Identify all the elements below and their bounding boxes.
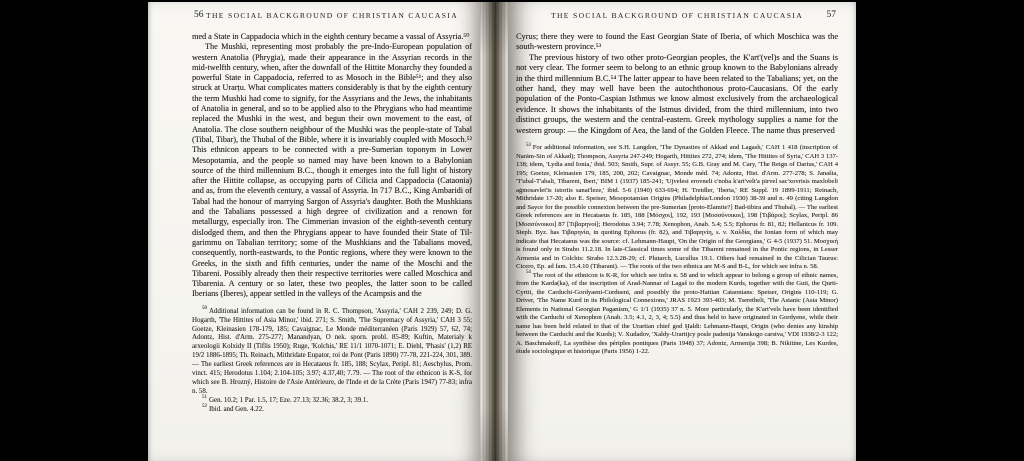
page-56 [148,2,480,461]
footnote-50-marker: 50 [202,306,207,312]
binding-gutter-shadow [480,2,508,461]
footnote-52-marker: 52 [202,404,207,410]
footnote-53-text: For additional information, see S.H. Langdon, 'The Dynasties of Akkad and Lagash,' CAH 1 418 (inscription of Narām-Sin of Akkad); Thompson, Assyria 247-249; Hogarth, Hittites 272, 274; idem, 'The Hittites of Syria,' CAH 3 137-138; idem, 'Lydia and Ionia,' ibid. 503; Smith, Supr. of Assyr. 55; G.B. Gray and M. Cary, 'The Reign of Darius,' CAH 4 195; Goetze, Kleinasien 179, 185, 200, 202; Cavaignac, Monde méd. 74; Adontz, Hist. d'Arm. 277-278; S. Janašia, 'T'ubal-T'abali, Tibareni, Iberi,' BIM 1 (1937) 185-241; 'Ujvelesi erovneli c'noba k'art'velt'a pirvel sac'xovrisis maxlobeli aġmosavlet'is istoriis sanat'leze,' ibid. 5-6 (1940) 633-694; H. Treidler, 'Iberia,' RE Suppl. 19 1899-1911; Reinach, Mithridate 17-20; also E. Speiser, Mesopotamian Origins (Philadelphia/London 1930) 38-39 and n. 49 (citing Langdon and Sayce for the possible connexion between the pre-Sumerian [proto-Elamite?] Bad-tibira and Thubal). — The earliest Greek references are in Hecataeus fr. 185, 188 [Μόσχοι], 192, 193 [Μοσσύνοικοι], 198 [Τιβάροι]; Scylax, Peripl. 86 [Μοσσύνοικοι] 87 [Τιβαρηνοί]; Herodotus 3.94; 7.78; Xenophon, Anab. 5.4; 5.5; Ephorus fr. 81, 82; Hellanicus fr. 109. Steph. Byz. has Τιβαρηνία, in quoting Ephorus (fr. 82), and Τιβαρηνίη, s. v. Χαλδία, the Ionian form of which may indicate that Hecataeus was the source: cf. Lehmann-Haupt, 'On the Origin of the Georgians,' G 4-5 (1937) 51. Μοσχική is found only in Strabo 11.2.18. In late-Classical times some of the Tibareni remained in the Pontic regions, in Lesser Armenia and in Colchis: Strabo 12.3.28-29; cf. Plutarch, Lucullus 19.1. Others had remained in the Cilician Taurus: Cicero, Ep. ad fam. 15.4.10 (Tibarani). — The roots of the two ethnica are M-S and B-L, for which see infra n. 58. [516,144,838,271]
footnote-54-marker: 54 [526,270,531,276]
page-57-footnotes [516,144,838,357]
paragraph-continuation: med a State in Cappadocia which in the eighth century became a vassal of Assyria.⁵⁰ [192,32,470,41]
page-number-56: 56 [194,10,204,20]
footnote-50-text: Additional information can be found in R. C. Thompson, 'Assyria,' CAH 2 239, 249; D. G. Hogarth, 'The Hittites of Asia Minor,' ibid. 271; S. Smith, 'The Supremacy of Assyria,' CAH 3 55; Goetze, Kleinasien 178-179, 185; Cavaignac, Le Monde méditerranéen (Paris 1929) 57, 62, 74; Adontz, Hist. d'Arm. 275-277; Manandyan, O nek. sporn. probl. 85-89; Kuftin, Materialy k arxeologii Kolxidy II (Tiflis 1950); Ruge, 'Kolchis,' RE 11/1 1070-1071; E. Diehl, 'Phasis' (1,2) RE 19/2 1886-1895; Th. Reinach, Mithridate Eupator, roi de Pont (Paris 1890) 77-78, 221-224, 301, 389. — The earliest Greek references are in Hecataeus fr. 185, 188; Scylax, Peripl. 81; Aeschylus, Prom. vinct. 415; Herodotus 1.104; 2.104-105; 3.97; 4.37,40; 7.79. — The root of the ethnicon is K-S, for which see B. Hrozný, Histoire de l'Asie Antérieure, de l'Inde et de la Crète (Paris 1947) 77-83; infra n. 58. [192,307,472,395]
footnote-52-text: Ibid. and Gen. 4.22. [208,405,264,413]
page-number-57: 57 [826,10,836,20]
page-spread [148,2,856,461]
running-header-left: THE SOCIAL BACKGROUND OF CHRISTIAN CAUCASIA [205,11,459,20]
paragraph-mushki: The Mushki, representing most probably the pre-Indo-European population of western Anatolia (Phrygia), made their appearance in the Assyrian records in the mid-twelfth century, when, after the downfall of the Hittite Monarchy they founded a powerful State in Cappadocia, referred to as Mosoch in the Bible⁵¹; and they also struck at Urarṭu. What complicates matters considerably is that by the eighth century the term Mushki had come to signify, for the Assyrians and the Jews, the inhabitants of Anatolia in general, and so to be applied also to the Phrygians who had meantime replaced the Mushki in the west, and begun their own movement to the east, of Anatolia. The close southern neighbour of the Mushki was the people-state of Tabal (Tibal, Tibar), the Thubal of the Bible, where it is invariably coupled with Mosoch.⁵² This ethnicon appears to be connected with a pre-Sumerian toponym in Lower Mesopotamia, and the people so named may have been known to a Babylonian source of the third millennium B.C., though it emerges into the full light of history after the Hittite collapse, as occupying parts of Cilicia and Cappadocia (Cataonia) and as, from the eleventh century, a vassal of Assyria. In 717 B.C., King Ambaridi of Tabal had the honour of marrying Sargon of Assyria's daughter. Both the Mushkians and the Tabalians possessed a high degree of civilization and a renown for metallurgy, especially iron. The Cimmerian invasion of the eighth-seventh century dislodged them, and then the Phrygians appear to have founded their State of Til-garimmu on Tabalian territory; some of the Mushkians and the Tabalians moved, consequently, north-eastwards, to the Pontic regions, where they were known to the Greeks, in the sixth and fifth centuries, under the name of the Moschi and the Tibareni. Possibly already then their respective territories were called Moschica and Tibarenia. A century or so later, these two peoples, the latter soon to be called Iberians (Iberes), appear settled in the valleys of the Acampsis and the [192,42,472,299]
page-56-footnotes [192,308,472,415]
footnote-54-text: The root of the ethnicon is K-R, for which see infra n. 58 and to which appear to belong a group of ethnic names, from the Karda(ka), of the inscription of Arad-Nannar of Lagaš to the modern Kurds, together with the Guti, the Qurti-Cyrtii, the Carduchi-Gordyaeni-Cordueni, and possibly the proto-Hattian Cataonians: Speiser, Origins 110-119; G. Driver, 'The Name Kurd in its Philological Connexions,' JRAS 1923 393-403; M. Tseretheli, 'The Asianic (Asia Minor) Elements in National Georgian Paganism,' G 1/1 (1935) 37 n. 5. More particularly, the K'art'vels have been identified with the Carduchi of Xenophon (Anab. 3.5; 4.1, 2, 3, 4; 5.5) and thus held to have originated in Gordyene, while their name has been held related to that of the Urartian chief god Ḫaldi: Lehmann-Haupt, Origin (who denies any kinship between the Carduchi and the Kurds); V. Xudadov, 'Xaldy-Urartijcy posle padenija Vanskogo carstva,' VDI 1938/2-3 122; A. Baschmakoff, La synthèse des périples pontiques (Paris 1948) 37; Adontz, Armenija 398; B. Nikitine, Les Kurdes, étude sociologique et historique (Paris 1956) 1-22. [516,271,838,356]
page-56-running-head [192,10,472,21]
footnote-53-marker: 53 [526,142,531,148]
footnote-54 [516,272,838,357]
footnote-53 [516,144,838,272]
footnote-51-text: Gen. 10.2; 1 Par. 1.5, 17; Eze. 27.13; 32.36; 38.2, 3; 39.1. [208,396,368,404]
page-57-body [516,32,838,136]
page-57-running-head [516,10,838,21]
paragraph-proto-georgian: The previous history of two other proto-Georgian peoples, the K'art'(vel)s and the Suans is not very clear. The former seem to belong to an ethnic group known to the Babylonians already in the third millennium B.C.⁵⁴ The latter appear to have been related to the Tabalians; yet, on the other hand, they may well have been the autochthonous proto-Caucasians. Of the early population of the Ponto-Caspian Isthmus we know almost exclusively from the archaeological evidence. It shows the inhabitants of the Istmus divided, from the third millennium, into two distinct groups, the western and the central-eastern. Greek mythology supplies a name for the western group: — the Kingdom of Aea, the land of the Golden Fleece. The name thus preserved [516,52,838,135]
footnote-50 [192,308,472,397]
page-57 [508,2,856,461]
footnote-51-marker: 51 [202,395,207,401]
footnote-51 [192,397,472,406]
running-header-right: THE SOCIAL BACKGROUND OF CHRISTIAN CAUCASIA [550,11,804,20]
page-56-body [192,32,472,300]
footnote-52 [192,406,472,415]
paragraph-cyrus: Cyrus; there they were to found the East Georgian State of Iberia, of which Moschica was the south-western province.⁵³ [516,32,838,52]
